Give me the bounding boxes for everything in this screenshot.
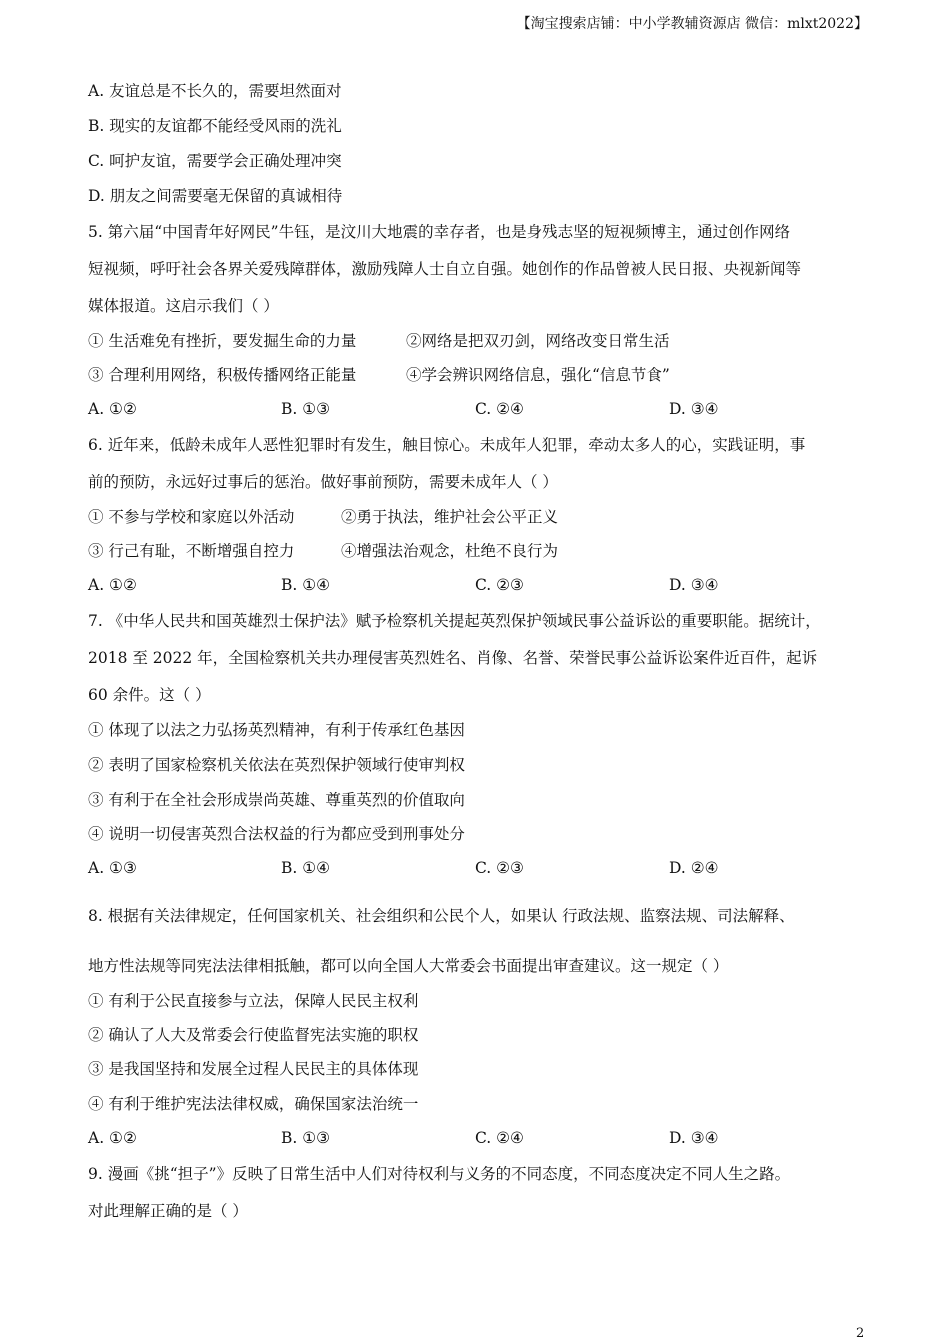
q6-choice-b: B. ①④	[281, 576, 331, 594]
q5-choice-b: B. ①③	[281, 400, 331, 418]
q7-choice-d: D. ②④	[669, 859, 719, 877]
q6-statement-4: ④增强法治观念，杜绝不良行为	[341, 542, 559, 560]
q5-stem-line-2: 短视频，呼吁社会各界关爱残障群体，激励残障人士自立自强。她创作的作品曾被人民日报、央视新闻等	[88, 260, 802, 278]
q6-choice-c: C. ②③	[475, 576, 524, 594]
q6-stem-line-1: 6. 近年来，低龄未成年人恶性犯罪时有发生，触目惊心。未成年人犯罪，牵动太多人的心，实践证明，事	[88, 436, 806, 454]
q9-stem-line-1: 9. 漫画《挑“担子”》反映了日常生活中人们对待权利与义务的不同态度，不同态度决定不同人生之路。	[88, 1165, 791, 1183]
q8-choice-c: C. ②④	[475, 1129, 524, 1147]
q5-statement-row-2	[88, 365, 868, 385]
q5-stem-line-3: 媒体报道。这启示我们（ ）	[88, 297, 279, 315]
q8-statement-4: ④ 有利于维护宪法法律权威，确保国家法治统一	[88, 1095, 419, 1113]
q8-choice-d: D. ③④	[669, 1129, 719, 1147]
q8-stem-line-2: 地方性法规等同宪法法律相抵触，都可以向全国人大常委会书面提出审查建议。这一规定（ ）	[88, 957, 729, 975]
q5-choices	[88, 399, 868, 419]
q7-stem-line-3: 60 余件。这（ ）	[88, 686, 211, 704]
q9-stem-line-2: 对此理解正确的是（ ）	[88, 1202, 248, 1220]
page-header: 【淘宝搜索店铺：中小学教辅资源店 微信：mlxt2022】	[516, 16, 868, 32]
q8-stem-line-1: 8. 根据有关法律规定，任何国家机关、社会组织和公民个人，如果认 行政法规、监察法规、司法解释、	[88, 907, 795, 925]
q8-choices	[88, 1128, 868, 1148]
q7-statement-4: ④ 说明一切侵害英烈合法权益的行为都应受到刑事处分	[88, 825, 465, 843]
q5-statement-3: ③ 合理利用网络，积极传播网络正能量	[88, 366, 357, 384]
q8-statement-1: ① 有利于公民直接参与立法，保障人民民主权利	[88, 992, 419, 1010]
q8-statement-2: ② 确认了人大及常委会行使监督宪法实施的职权	[88, 1026, 419, 1044]
q5-statement-4: ④学会辨识网络信息，强化“信息节食”	[406, 366, 670, 384]
q4-option-a: A. 友谊总是不长久的，需要坦然面对	[88, 82, 342, 100]
q8-choice-a: A. ①②	[88, 1129, 137, 1147]
q4-option-b: B. 现实的友谊都不能经受风雨的洗礼	[88, 117, 342, 135]
q5-choice-d: D. ③④	[669, 400, 719, 418]
q6-stem-line-2: 前的预防，永远好过事后的惩治。做好事前预防，需要未成年人（ ）	[88, 473, 558, 491]
q5-statement-1: ① 生活难免有挫折，要发掘生命的力量	[88, 332, 357, 350]
q6-choices	[88, 575, 868, 595]
q7-statement-3: ③ 有利于在全社会形成崇尚英雄、尊重英烈的价值取向	[88, 791, 465, 809]
q8-choice-b: B. ①③	[281, 1129, 331, 1147]
q7-choices	[88, 858, 868, 878]
q7-choice-c: C. ②③	[475, 859, 524, 877]
q4-option-c: C. 呵护友谊，需要学会正确处理冲突	[88, 152, 342, 170]
page-number: 2	[856, 1326, 865, 1341]
q7-choice-b: B. ①④	[281, 859, 331, 877]
q6-choice-a: A. ①②	[88, 576, 137, 594]
q7-choice-a: A. ①③	[88, 859, 137, 877]
q5-choice-a: A. ①②	[88, 400, 137, 418]
q7-stem-line-1: 7. 《中华人民共和国英雄烈士保护法》赋予检察机关提起英烈保护领域民事公益诉讼的重要职能。据统计，	[88, 612, 821, 630]
q8-statement-3: ③ 是我国坚持和发展全过程人民民主的具体体现	[88, 1060, 419, 1078]
q7-statement-2: ② 表明了国家检察机关依法在英烈保护领域行使审判权	[88, 756, 465, 774]
q7-statement-1: ① 体现了以法之力弘扬英烈精神，有利于传承红色基因	[88, 721, 465, 739]
q6-statement-row-1	[88, 507, 868, 527]
q6-statement-2: ②勇于执法，维护社会公平正义	[341, 508, 559, 526]
q4-option-d: D. 朋友之间需要毫无保留的真诚相待	[88, 187, 343, 205]
q5-choice-c: C. ②④	[475, 400, 524, 418]
q6-statement-row-2	[88, 541, 868, 561]
q5-statement-row-1	[88, 331, 868, 351]
q6-choice-d: D. ③④	[669, 576, 719, 594]
q6-statement-3: ③ 行己有耻，不断增强自控力	[88, 542, 295, 560]
q5-statement-2: ②网络是把双刃剑，网络改变日常生活	[406, 332, 670, 350]
q7-stem-line-2: 2018 至 2022 年，全国检察机关共办理侵害英烈姓名、肖像、名誉、荣誉民事公益诉讼案件近百件，起诉	[88, 649, 818, 667]
q5-stem-line-1: 5. 第六届“中国青年好网民”牛钰，是汶川大地震的幸存者，也是身残志坚的短视频博主，通过创作网络	[88, 223, 791, 241]
q6-statement-1: ① 不参与学校和家庭以外活动	[88, 508, 295, 526]
